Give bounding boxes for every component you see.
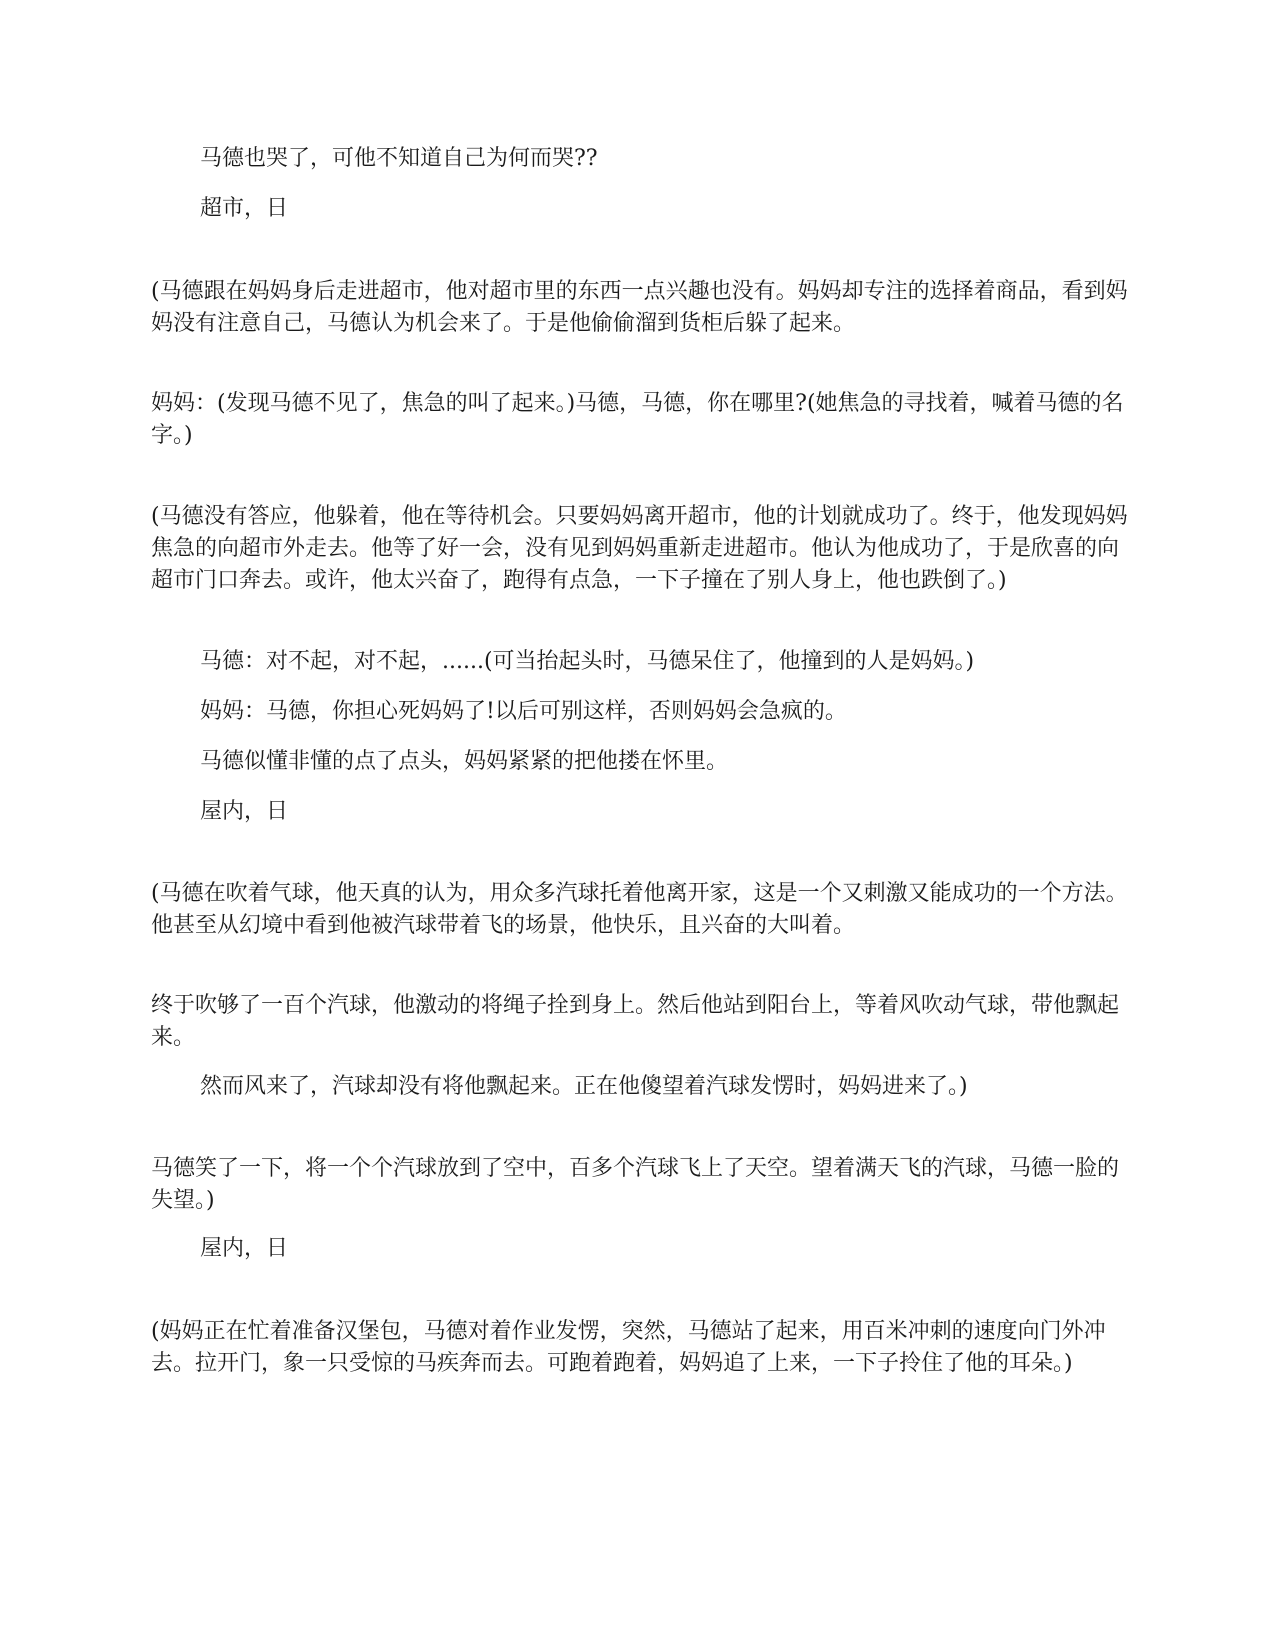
paragraph-1: 马德也哭了，可他不知道自己为何而哭?? xyxy=(200,146,598,171)
paragraph-15: (妈妈正在忙着准备汉堡包，马德对着作业发愣，突然，马德站了起来，用百米冲刺的速度向门外冲去。拉开门，象一只受惊的马疾奔而去。可跑着跑着，妈妈追了上来，一下子拎住了他的耳朵。) xyxy=(151,1319,1106,1376)
paragraph-7: 妈妈：马德，你担心死妈妈了!以后可别这样，否则妈妈会急疯的。 xyxy=(200,699,847,724)
paragraph-4: 妈妈：(发现马德不见了，焦急的叫了起来。)马德，马德，你在哪里?(她焦急的寻找着，喊着马德的名字。) xyxy=(151,391,1124,448)
scene-heading-indoor-1: 屋内，日 xyxy=(200,799,289,824)
scene-heading-indoor-2: 屋内，日 xyxy=(200,1236,289,1261)
paragraph-5: (马德没有答应，他躲着，他在等待机会。只要妈妈离开超市，他的计划就成功了。终于，他发现妈妈焦急的向超市外走去。他等了好一会，没有见到妈妈重新走进超市。他认为他成功了，于是欣喜的向超市门口奔去。或许，他太兴奋了，跑得有点急，一下子撞在了别人身上，他也跌倒了。) xyxy=(151,504,1128,593)
paragraph-12: 然而风来了，汽球却没有将他飘起来。正在他傻望着汽球发愣时，妈妈进来了。) xyxy=(200,1074,968,1099)
paragraph-10: (马德在吹着气球，他天真的认为，用众多汽球托着他离开家，这是一个又刺激又能成功的一个方法。他甚至从幻境中看到他被汽球带着飞的场景，他快乐，且兴奋的大叫着。 xyxy=(151,881,1128,938)
paragraph-13: 马德笑了一下，将一个个汽球放到了空中，百多个汽球飞上了天空。望着满天飞的汽球，马德一脸的失望。) xyxy=(151,1156,1120,1213)
scene-heading-supermarket: 超市，日 xyxy=(200,196,289,221)
paragraph-8: 马德似懂非懂的点了点头，妈妈紧紧的把他搂在怀里。 xyxy=(200,749,729,774)
paragraph-3: (马德跟在妈妈身后走进超市，他对超市里的东西一点兴趣也没有。妈妈却专注的选择着商品，看到妈妈没有注意自己，马德认为机会来了。于是他偷偷溜到货柜后躲了起来。 xyxy=(151,279,1128,336)
paragraph-6: 马德：对不起，对不起，......(可当抬起头时，马德呆住了，他撞到的人是妈妈。) xyxy=(200,649,975,674)
paragraph-11: 终于吹够了一百个汽球，他激动的将绳子拴到身上。然后他站到阳台上，等着风吹动气球，带他飘起来。 xyxy=(151,993,1120,1050)
